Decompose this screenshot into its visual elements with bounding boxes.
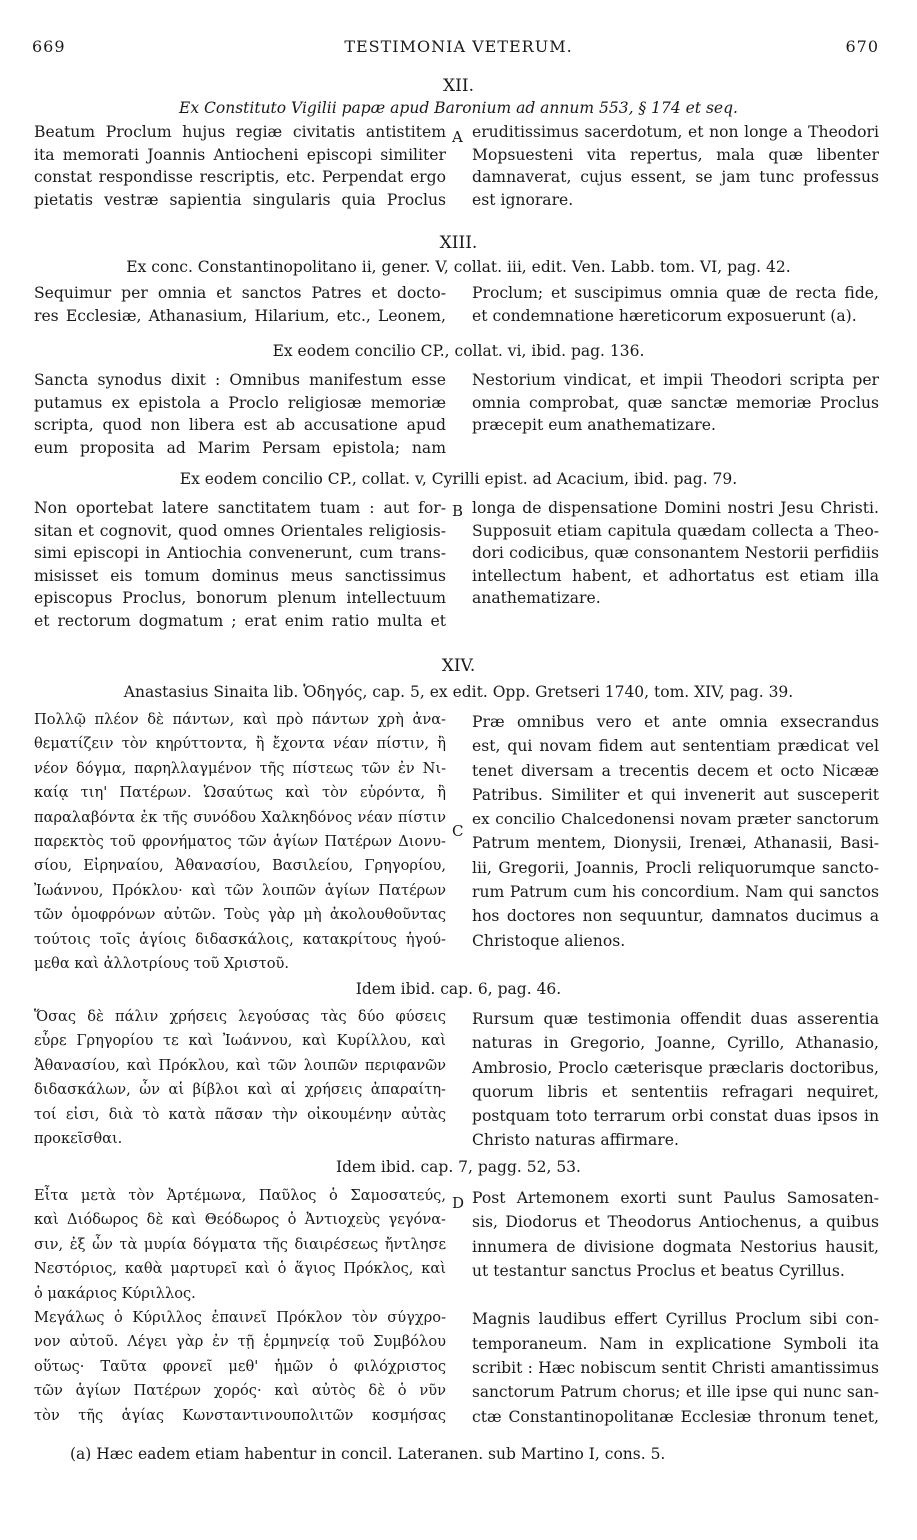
section-source: Idem ibid. cap. 6, pag. 46. (355, 980, 562, 998)
text-line: Nestorium vindicat, et impii Theodori scripta per (472, 371, 879, 389)
text-line: damnaverat, cujus essent, se jam tunc professus (472, 168, 879, 187)
latin-column-right (472, 497, 879, 610)
latin-column-right (472, 710, 879, 953)
text-line: longa de dispensatione Domini nostri Jesu Christi. (472, 499, 879, 517)
text-line: sitan et cognovit, quod omnes Orientales religiosis- (34, 521, 446, 540)
text-line: anathematizare. (472, 589, 601, 608)
text-line: οὕτως· Ταῦτα φρονεῖ μεθ' ἡμῶν ὁ φιλόχριστος (34, 1357, 446, 1375)
text-line: Præ omnibus vero et ante omnia exsecrandus (472, 713, 879, 731)
text-line: τούτοις τοῖς ἁγίοις διδασκάλοις, κατακρίτους ἡγού- (34, 930, 446, 948)
latin-column-right (472, 369, 879, 437)
text-line: Μεγάλως ὁ Κύριλλος ἐπαινεῖ Πρόκλον τὸν σύγχρο- (34, 1309, 446, 1327)
text-line: ex concilio Chalcedonensi novam præter sanctorum (472, 810, 879, 829)
text-line: καὶ Διόδωρος δὲ καὶ Θεόδωρος ὁ Ἀντιοχεὺς γεγόνα- (34, 1211, 446, 1229)
text-line: τῶν ὁμοφρόνων αὐτῶν. Τοὺς γὰρ μὴ ἀκολουθοῦντας (34, 906, 446, 924)
section-source: Ex Constituto Vigilii papæ apud Baronium ad annum 553, § 174 et seq. (179, 99, 738, 117)
greek-column (34, 1184, 446, 1428)
section-source: Ex eodem concilio CP., collat. v, Cyrilli epist. ad Acacium, ibid. pag. 79. (179, 470, 738, 488)
text-line: est ignorare. (472, 190, 574, 209)
text-line: μεθα καὶ ἀλλοτρίους τοῦ Χριστοῦ. (34, 955, 290, 973)
text-line: Patrum mentem, Dionysii, Irenæi, Athanasii, Basi- (472, 834, 879, 853)
text-line: Εἶτα μετὰ τὸν Ἀρτέμωνα, Παῦλος ὁ Σαμοσατεύς, (34, 1187, 446, 1204)
latin-column-right (472, 1186, 879, 1429)
latin-column-left (34, 369, 446, 459)
text-line: scripta, quod non libera est ab accusatione apud (34, 416, 446, 435)
page-number-right: 670 (845, 37, 879, 56)
text-line: intellectum habent, et adhortatus est etiam illa (472, 566, 879, 585)
text-line: eum proposita ad Marim Persam epistola; nam (34, 438, 446, 457)
section-source: Idem ibid. cap. 7, pagg. 52, 53. (336, 1158, 581, 1176)
text-line: omnia comprobat, quæ sanctæ memoriæ Proclus (472, 393, 879, 412)
text-line: Christo naturas affirmare. (472, 1131, 679, 1150)
latin-column-left (34, 121, 446, 211)
footnote: (a) Hæc eadem etiam habentur in concil. Lateranen. sub Martino I, cons. 5. (70, 1445, 666, 1463)
text-line: putamus ex epistola a Proclo religiosæ memoriæ (34, 393, 446, 412)
section-source: Ex eodem concilio CP., collat. vi, ibid. pag. 136. (272, 342, 645, 360)
margin-letter: A (452, 128, 463, 146)
latin-column-left (34, 282, 446, 327)
text-line (472, 1283, 879, 1307)
text-line: παρεκτὸς τοῦ φρονήματος τῶν ἁγίων Πατέρων Διονυ- (34, 833, 446, 851)
text-line: νον αὐτοῦ. Λέγει γὰρ ἐν τῇ ἑρμηνείᾳ τοῦ Συμβόλου (34, 1333, 446, 1351)
text-line: ut testantur sanctus Proclus et beatus Cyrillus. (472, 1261, 845, 1280)
margin-letter: C (452, 822, 464, 840)
text-line: sis, Diodorus et Theodorus Antiochenus, a quibus (472, 1213, 879, 1232)
text-line: τὸν τῆς ἁγίας Κωνσταντινουπολιτῶν κοσμήσας (34, 1406, 446, 1424)
text-line: innumera de divisione dogmata Nestorius hausit, (472, 1237, 879, 1256)
text-line: παραλαβόντα ἐκ τῆς συνόδου Χαλκηδόνος νέαν πίστιν (34, 808, 446, 826)
text-line: Ἰωάννου, Πρόκλου· καὶ τῶν λοιπῶν ἁγίων Πατέρων (34, 881, 446, 899)
text-line: rum Patrum cum his concordium. Nam qui sanctos (472, 883, 879, 902)
section-number: XII. (443, 76, 474, 96)
text-line: præcepit eum anathematizare. (472, 416, 716, 435)
text-line: Ambrosio, Proclo cæterisque præclaris doctoribus, (472, 1058, 879, 1077)
greek-column (34, 708, 446, 976)
text-line: Magnis laudibus effert Cyrillus Proclum sibi con- (472, 1310, 879, 1329)
text-line: constat respondisse rescriptis, etc. Perpendat ergo (34, 168, 446, 187)
text-line: τοί εἰσι, διὰ τὸ κατὰ πᾶσαν τὴν οἰκουμένην αὐτὰς (34, 1105, 446, 1123)
text-line: νέον δόγμα, παρηλλαγμένον τῆς πίστεως τῶν ἐν Νι- (34, 759, 446, 777)
section-number: XIII. (439, 233, 478, 253)
text-line: simi episcopi in Antiochia convenerunt, cum trans- (34, 544, 446, 563)
text-line: res Ecclesiæ, Athanasium, Hilarium, etc., Leonem, (34, 306, 446, 325)
text-line: σίου, Εἰρηναίου, Ἀθανασίου, Βασιλείου, Γρηγορίου, (34, 857, 446, 875)
text-line: pietatis vestræ sapientia singularis quia Proclus (34, 190, 446, 209)
text-line: Post Artemonem exorti sunt Paulus Samosaten- (472, 1189, 879, 1207)
text-line: Christoque alienos. (472, 931, 626, 950)
text-line: ὁ μακάριος Κύριλλος. (34, 1284, 196, 1302)
running-title: TESTIMONIA VETERUM. (344, 37, 573, 56)
text-line: quorum libris et sententiis refragari nequiret, (472, 1082, 879, 1101)
text-line: scribit : Hæc nobiscum sentit Christi amantissimus (472, 1359, 879, 1378)
text-line: Supposuit etiam capitula quædam collecta a Theo- (472, 521, 879, 540)
text-line: Νεστόριος, καθὰ μαρτυρεῖ καὶ ὁ ἅγιος Πρόκλος, καὶ (34, 1260, 446, 1278)
margin-letter: B (452, 502, 464, 520)
text-line: θεματίζειν τὸν κηρύττοντα, ἢ ἔχοντα νέαν πίστιν, ἢ (34, 735, 446, 753)
text-line: προκεῖσθαι. (34, 1130, 123, 1148)
text-line: ctæ Constantinopolitanæ Ecclesiæ thronum tenet, (472, 1407, 879, 1426)
text-line: καίᾳ τιη' Πατέρων. Ὡσαύτως καὶ τὸν εὑρόντα, ἢ (34, 784, 446, 802)
text-line: Ἀθανασίου, καὶ Πρόκλου, καὶ τῶν λοιπῶν περιφανῶν (34, 1056, 446, 1074)
latin-column-right (472, 1007, 879, 1153)
text-line: dori codicibus, quæ consonantem Nestorii perfidiis (472, 544, 879, 563)
text-line: episcopus Proclus, bonorum plenum intellectuum (34, 589, 446, 608)
section-number: XIV. (441, 656, 476, 676)
text-line: hos doctores non sequuntur, damnatos ducimus a (472, 907, 879, 926)
section-source: Ex conc. Constantinopolitano ii, gener. V, collat. iii, edit. Ven. Labb. tom. VI, pag. 42. (126, 258, 791, 276)
text-line: Patribus. Similiter et qui invenerit aut susceperit (472, 785, 879, 804)
latin-column-right (472, 282, 879, 327)
text-line: σιν, ἐξ ὧν τὰ μυρία δόγματα τῆς διαιρέσεως ἤντλησε (34, 1235, 446, 1253)
text-line: Sequimur per omnia et sanctos Patres et docto- (34, 284, 446, 302)
text-line: sanctorum Patrum chorus; et ille ipse qui nunc san- (472, 1383, 879, 1402)
text-line: τῶν ἁγίων Πατέρων χορός· καὶ αὐτὸς δὲ ὁ νῦν (34, 1382, 446, 1400)
text-line: Beatum Proclum hujus regiæ civitatis antistitem (34, 123, 446, 141)
page-number-left: 669 (32, 37, 66, 56)
margin-letter: D (452, 1194, 465, 1212)
text-line: et rectorum dogmatum ; erat enim ratio multa et (34, 611, 446, 630)
text-line: lii, Gregorii, Joannis, Procli reliquorumque sancto- (472, 858, 879, 877)
text-line: Ὅσας δὲ πάλιν χρήσεις λεγούσας τὰς δύο φύσεις (34, 1008, 446, 1025)
text-line: Rursum quæ testimonia offendit duas asserentia (472, 1010, 879, 1028)
text-line: postquam toto terrarum orbi constat duas ipsos in (472, 1107, 879, 1126)
latin-column-right (472, 121, 879, 211)
text-line: ita memorati Joannis Antiocheni episcopi similiter (34, 145, 446, 164)
text-line: Πολλῷ πλέον δὲ πάντων, καὶ πρὸ πάντων χρὴ ἀνα- (34, 711, 446, 728)
text-line: Sancta synodus dixit : Omnibus manifestum esse (34, 371, 446, 389)
text-line: Proclum; et suscipimus omnia quæ de recta fide, (472, 284, 879, 302)
text-line: tenet diversam a trecentis decem et octo Nicææ (472, 761, 879, 780)
text-line: temporaneum. Nam in explicatione Symboli ita (472, 1334, 879, 1353)
text-line: misisset eis tomum dominus meus sanctissimus (34, 566, 446, 585)
text-line: est, qui novam fidem aut sententiam prædicat vel (472, 737, 879, 756)
text-line: eruditissimus sacerdotum, et non longe a Theodori (472, 123, 879, 141)
text-line: Non oportebat latere sanctitatem tuam : aut for- (34, 499, 446, 517)
greek-column (34, 1005, 446, 1151)
text-line: naturas in Gregorio, Joanne, Cyrillo, Athanasio, (472, 1034, 879, 1053)
text-line: εὗρε Γρηγορίου τε καὶ Ἰωάννου, καὶ Κυρίλλου, καὶ (34, 1032, 446, 1050)
text-line: διδασκάλων, ὧν αἱ βίβλοι καὶ αἱ χρήσεις ἀπαραίτη- (34, 1081, 446, 1099)
section-source: Anastasius Sinaita lib. Ὁδηγός, cap. 5, ex edit. Opp. Gretseri 1740, tom. XIV, pag. 39. (123, 683, 794, 701)
text-line: Mopsuesteni vita repertus, mala quæ libenter (472, 145, 879, 164)
text-line: et condemnatione hæreticorum exposuerunt (a). (472, 306, 857, 325)
latin-column-left (34, 497, 446, 633)
